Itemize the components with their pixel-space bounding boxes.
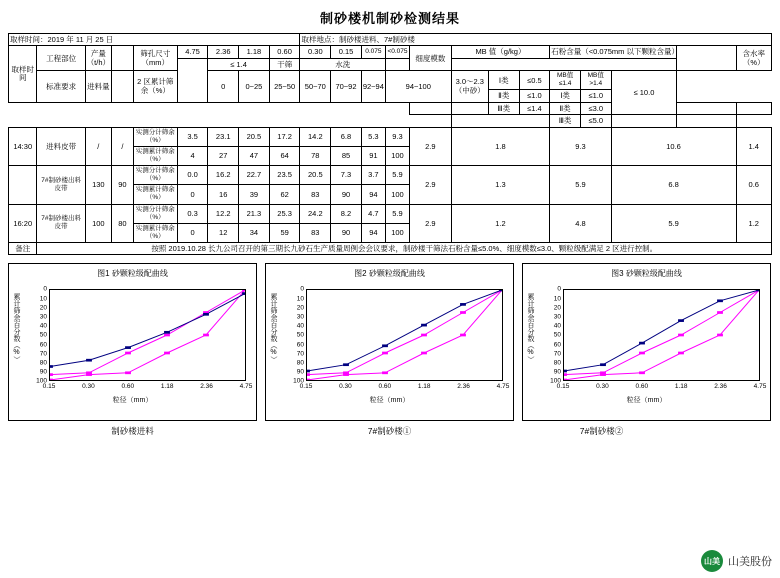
- cell-feed-1: /: [111, 127, 133, 166]
- th-sieve-2.36: 2.36: [208, 46, 239, 58]
- cell-wash-2: 6.8: [611, 166, 736, 205]
- th-mb-val-3: ≤1.4: [519, 102, 550, 114]
- th-sieve-0.15: 0.15: [331, 46, 362, 58]
- th-mb-val-2: ≤1.0: [519, 90, 550, 102]
- header-spacer: [9, 102, 410, 114]
- cell-c1-0: 4: [177, 146, 208, 165]
- cell-feed-3: 80: [111, 204, 133, 243]
- cell-c3-6: 94: [361, 223, 385, 242]
- th-water-content: 含水率（%）: [736, 46, 771, 71]
- cell-fm-1: 2.9: [410, 127, 452, 166]
- cell-time-3: 16:20: [9, 204, 37, 243]
- cell-water-1: 1.4: [736, 127, 771, 166]
- th-sieve-0.075: 0.075: [361, 46, 385, 58]
- cell-c1-3: 64: [269, 146, 300, 165]
- th-dry-head: MB值≤1.4: [550, 71, 581, 90]
- cell-c3-3: 59: [269, 223, 300, 242]
- cell-m1-4: 14.2: [300, 127, 331, 146]
- cell-m1-1: 23.1: [208, 127, 239, 146]
- cell-fm-2: 2.9: [410, 166, 452, 205]
- cell-m2-3: 23.5: [269, 166, 300, 185]
- th-mb-tail: [451, 115, 550, 127]
- table-row: [9, 127, 772, 146]
- chart-1-title: 图1 砂颗粒级配曲线: [97, 269, 168, 279]
- cell-water-3: 1.2: [736, 204, 771, 243]
- chart-3: [522, 263, 771, 421]
- cell-m2-5: 7.3: [331, 166, 362, 185]
- chart-1-ylabel: 累计筛余百分数（%）: [13, 293, 20, 364]
- chart-3-xticks: 0.15 0.30 0.60 1.18 2.36 4.75: [556, 383, 767, 391]
- cell-m2-4: 20.5: [300, 166, 331, 185]
- cell-c2-4: 83: [300, 185, 331, 204]
- cell-c3-5: 90: [331, 223, 362, 242]
- th-dry-class-1: Ⅰ类: [550, 90, 581, 102]
- cell-cumulative-label-2: 实测累计筛余（%）: [133, 185, 177, 204]
- cell-m1-5: 6.8: [331, 127, 362, 146]
- table-row: [9, 204, 772, 223]
- cell-m2-6: 3.7: [361, 166, 385, 185]
- th-mb-blank2: [451, 102, 488, 114]
- cell-c3-4: 83: [300, 223, 331, 242]
- cell-output-2: 130: [85, 166, 111, 205]
- th-dry-val-3: ≤5.0: [580, 115, 611, 127]
- th-dry-val-1: ≤1.0: [580, 90, 611, 102]
- cell-mb-3: 1.2: [451, 204, 550, 243]
- th-fm-blank: [410, 102, 452, 114]
- chart-1-xticks: 0.15 0.30 0.60 1.18 2.36 4.75: [42, 383, 253, 391]
- cell-wash-1: 10.6: [611, 127, 736, 166]
- th-mb-class-2: Ⅱ类: [488, 90, 519, 102]
- chart-1-yticks: 0 10 20 30 40 50 60 70 80 90 100: [36, 285, 47, 385]
- th-water-blank: [677, 102, 736, 114]
- cell-m3-7: 5.9: [385, 204, 409, 223]
- th-dry-sieve: 干筛: [269, 58, 300, 70]
- cell-c2-2: 39: [239, 185, 270, 204]
- th-mb-limit: ≤ 1.4: [208, 58, 269, 70]
- brand-name: 山美股份: [728, 556, 772, 568]
- header-row-3: [9, 71, 772, 90]
- cell-c3-2: 34: [239, 223, 270, 242]
- th-std-4.75: 0: [208, 71, 239, 103]
- sample-place-value: 制砂楼进料、7#制砂楼: [338, 35, 415, 44]
- brand-logo-icon: 山美: [701, 550, 723, 572]
- th-stone-blank: [677, 46, 736, 71]
- cell-part-1: 进料皮带: [37, 127, 85, 166]
- chart-captions: [8, 425, 772, 437]
- cell-measured-label-1: 实测分计筛余（%）: [133, 127, 177, 146]
- chart-1-caption: 制砂楼进料: [111, 426, 154, 437]
- sample-date-value: 2019 年 11 月 25 日: [47, 35, 114, 44]
- header-spacer-2: [9, 115, 452, 127]
- cell-c1-7: 100: [385, 146, 409, 165]
- cell-time-2: [9, 166, 37, 205]
- chart-2-title: 图2 砂颗粒级配曲线: [354, 269, 425, 279]
- th-mb-blank: [177, 58, 208, 102]
- cell-water-2: 0.6: [736, 166, 771, 205]
- remark-row: [9, 243, 772, 255]
- page-title: 制砂楼机制砂检测结果: [319, 11, 460, 26]
- th-mb-value: MB 值（g/kg）: [451, 46, 550, 58]
- th-sample-time: 取样时间: [9, 46, 37, 102]
- th-std-2.36: 0~25: [239, 71, 270, 103]
- remark-label: 备注: [9, 243, 37, 255]
- cell-c3-0: 0: [177, 223, 208, 242]
- cell-m2-7: 5.9: [385, 166, 409, 185]
- th-wash-limit: ≤ 10.0: [611, 71, 677, 115]
- chart-3-xlabel: 粒径（mm）: [626, 397, 667, 405]
- th-output: 产量（t/h）: [85, 46, 111, 71]
- cell-c2-5: 90: [331, 185, 362, 204]
- cell-dry-3: 4.8: [550, 204, 611, 243]
- th-std-0.60: 50~70: [300, 71, 331, 103]
- test-result-table: [8, 33, 772, 255]
- cell-c2-3: 62: [269, 185, 300, 204]
- th-sieve-size: 筛孔尺寸（mm）: [133, 46, 177, 71]
- cell-time-1: 14:30: [9, 127, 37, 166]
- header-row-6: [9, 115, 772, 127]
- chart-2: [265, 263, 514, 421]
- th-water-tail: [677, 115, 736, 127]
- th-feed-blank: [111, 46, 133, 71]
- cell-m1-6: 5.3: [361, 127, 385, 146]
- header-row-1: [9, 46, 772, 58]
- cell-m1-0: 3.5: [177, 127, 208, 146]
- th-dry-val-2: ≤3.0: [580, 102, 611, 114]
- chart-3-ylabel: 累计筛余百分数（%）: [527, 293, 534, 364]
- cell-c1-1: 27: [208, 146, 239, 165]
- charts-row: [8, 263, 772, 421]
- th-mb-val-1: ≤0.5: [519, 71, 550, 90]
- th-mb-class-3: Ⅲ类: [488, 102, 519, 114]
- cell-m2-0: 0.0: [177, 166, 208, 185]
- chart-2-ylabel: 累计筛余百分数（%）: [270, 293, 277, 364]
- cell-m3-0: 0.3: [177, 204, 208, 223]
- cell-c2-1: 16: [208, 185, 239, 204]
- brand-watermark: [701, 550, 772, 572]
- cell-c2-7: 100: [385, 185, 409, 204]
- th-water-blank2: [736, 102, 771, 114]
- cell-dry-2: 5.9: [550, 166, 611, 205]
- th-fm-range: 3.0～2.3（中砂）: [451, 71, 488, 103]
- cell-mb-2: 1.3: [451, 166, 550, 205]
- cell-cumulative-label-1: 实测累计筛余（%）: [133, 146, 177, 165]
- chart-3-title: 图3 砂颗粒级配曲线: [611, 269, 682, 279]
- th-wash: 水洗: [300, 58, 385, 70]
- chart-1-xlabel: 粒径（mm）: [112, 397, 153, 405]
- th-feed-amount2: [111, 71, 133, 103]
- cell-c1-6: 91: [361, 146, 385, 165]
- th-standard-req: 标准要求: [37, 71, 85, 103]
- cell-c1-4: 78: [300, 146, 331, 165]
- cell-m1-2: 20.5: [239, 127, 270, 146]
- sample-place-label: 取样地点：: [301, 35, 339, 44]
- cell-m1-3: 17.2: [269, 127, 300, 146]
- th-dry-head2: MB值>1.4: [580, 71, 611, 90]
- sample-date-label: 取样时间：: [10, 35, 48, 44]
- chart-2-caption: 7#制砂楼①: [367, 426, 412, 437]
- th-sieve-4.75: 4.75: [177, 46, 208, 58]
- chart-2-xlabel: 粒径（mm）: [369, 397, 410, 405]
- th-std-0.30: 70~92: [331, 71, 362, 103]
- th-wash-tail: [611, 115, 677, 127]
- th-std-0.075: 94~100: [385, 71, 451, 103]
- cell-dry-1: 9.3: [550, 127, 611, 166]
- th-std-1.18: 25~50: [269, 71, 300, 103]
- cell-m3-1: 12.2: [208, 204, 239, 223]
- th-feed-amount: 进料量: [85, 71, 111, 103]
- cell-c2-0: 0: [177, 185, 208, 204]
- remark-text: 按照 2019.10.28 长九公司召开的第三期长九砂石生产质量周例会会议要求，制砂楼干筛法石粉含量≤5.0%、细度模数≤3.0、颗粒级配满足 2 区进行控制。: [37, 243, 772, 255]
- cell-fm-3: 2.9: [410, 204, 452, 243]
- th-sieve-0.60: 0.60: [269, 46, 300, 58]
- chart-2-xticks: 0.15 0.30 0.60 1.18 2.36 4.75: [299, 383, 510, 391]
- th-sieve-0.30: 0.30: [300, 46, 331, 58]
- cell-part-3: 7#制砂楼出料皮带: [37, 204, 85, 243]
- cell-m2-1: 16.2: [208, 166, 239, 185]
- th-dry-class-3: Ⅲ类: [550, 115, 581, 127]
- cell-m3-6: 4.7: [361, 204, 385, 223]
- cell-part-2: 7#制砂楼出料皮带: [37, 166, 85, 205]
- cell-c3-7: 100: [385, 223, 409, 242]
- cell-m2-2: 22.7: [239, 166, 270, 185]
- th-dry-class-2: Ⅱ类: [550, 102, 581, 114]
- cell-c2-6: 94: [361, 185, 385, 204]
- th-fineness-modulus: 细度模数: [410, 46, 452, 71]
- cell-mb-1: 1.8: [451, 127, 550, 166]
- th-zone2-cumulative: 2 区累计筛余（%）: [133, 71, 177, 103]
- th-std-0.15: 92~94: [361, 71, 385, 103]
- th-stone-powder: 石粉含量（<0.075mm 以下颗粒含量）: [551, 47, 679, 57]
- cell-c3-1: 12: [208, 223, 239, 242]
- cell-output-3: 100: [85, 204, 111, 243]
- cell-m3-3: 25.3: [269, 204, 300, 223]
- chart-2-yticks: 0 10 20 30 40 50 60 70 80 90 100: [293, 285, 304, 385]
- chart-1-plot: [49, 289, 246, 381]
- chart-1: [8, 263, 257, 421]
- cell-c1-5: 85: [331, 146, 362, 165]
- cell-wash-3: 5.9: [611, 204, 736, 243]
- cell-c1-2: 47: [239, 146, 270, 165]
- th-sieve-lt0.075: <0.075: [385, 46, 409, 58]
- chart-3-caption: 7#制砂楼②: [579, 426, 624, 437]
- cell-measured-label-2: 实测分计筛余（%）: [133, 166, 177, 185]
- chart-2-plot: [306, 289, 503, 381]
- th-part: 工程部位: [37, 46, 85, 71]
- table-row: [9, 166, 772, 185]
- chart-3-plot: [563, 289, 760, 381]
- cell-measured-label-3: 实测分计筛余（%）: [133, 204, 177, 223]
- cell-feed-2: 90: [111, 166, 133, 205]
- th-mb-class-1: Ⅰ类: [488, 71, 519, 90]
- cell-output-1: /: [85, 127, 111, 166]
- chart-3-yticks: 0 10 20 30 40 50 60 70 80 90 100: [550, 285, 561, 385]
- sample-info-row: [9, 34, 772, 46]
- cell-m1-7: 9.3: [385, 127, 409, 146]
- th-sieve-1.18: 1.18: [239, 46, 270, 58]
- cell-m3-4: 24.2: [300, 204, 331, 223]
- cell-cumulative-label-3: 实测累计筛余（%）: [133, 223, 177, 242]
- cell-m3-2: 21.3: [239, 204, 270, 223]
- cell-m3-5: 8.2: [331, 204, 362, 223]
